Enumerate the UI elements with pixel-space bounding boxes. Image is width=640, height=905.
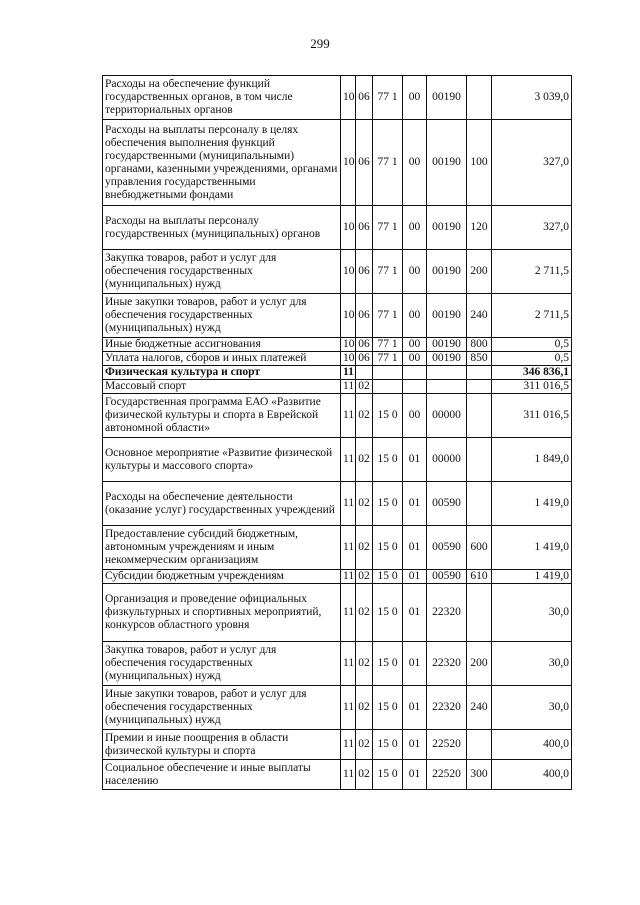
row-name: Расходы на выплаты персоналу в целях обеспечения выполнения функций государственными (муниципальными) органами, казенными учреждениями, органами управления государственными внебюджетными фондами (103, 120, 341, 206)
row-subsection: 02 (356, 730, 373, 760)
row-direction-code: 00000 (427, 394, 467, 438)
table-row (103, 730, 572, 760)
row-program-code: 15 0 (373, 584, 403, 642)
table-row (103, 250, 572, 294)
budget-table (102, 75, 572, 790)
row-event-code: 01 (403, 642, 427, 686)
table-row (103, 76, 572, 120)
table-row (103, 526, 572, 570)
row-name: Организация и проведение официальных физкультурных и спортивных мероприятий, конкурсов областного уровня (103, 584, 341, 642)
row-sum: 0,5 (492, 352, 572, 366)
row-name: Государственная программа ЕАО «Развитие физической культуры и спорта в Еврейской автономной области» (103, 394, 341, 438)
row-sum: 346 836,1 (492, 366, 572, 380)
row-section: 10 (341, 76, 356, 120)
row-expense-type (467, 584, 492, 642)
row-direction-code: 00190 (427, 120, 467, 206)
row-program-code: 15 0 (373, 482, 403, 526)
row-subsection: 02 (356, 526, 373, 570)
row-program-code: 15 0 (373, 730, 403, 760)
row-expense-type: 610 (467, 570, 492, 584)
row-section: 11 (341, 642, 356, 686)
row-program-code (373, 366, 403, 380)
row-direction-code: 00190 (427, 352, 467, 366)
row-subsection: 02 (356, 760, 373, 790)
row-section: 11 (341, 570, 356, 584)
row-section: 11 (341, 438, 356, 482)
row-expense-type (467, 394, 492, 438)
table-row (103, 642, 572, 686)
row-section: 11 (341, 584, 356, 642)
row-event-code: 01 (403, 686, 427, 730)
row-direction-code: 22320 (427, 686, 467, 730)
row-sum: 30,0 (492, 584, 572, 642)
page-number: 299 (310, 36, 330, 51)
row-direction-code: 00190 (427, 294, 467, 338)
row-program-code (373, 380, 403, 394)
row-expense-type: 200 (467, 250, 492, 294)
row-sum: 400,0 (492, 730, 572, 760)
table-row (103, 570, 572, 584)
row-expense-type: 800 (467, 338, 492, 352)
row-event-code: 01 (403, 730, 427, 760)
row-section: 10 (341, 250, 356, 294)
row-program-code: 15 0 (373, 570, 403, 584)
row-subsection: 02 (356, 570, 373, 584)
row-sum: 30,0 (492, 642, 572, 686)
row-section: 11 (341, 760, 356, 790)
row-sum: 1 419,0 (492, 570, 572, 584)
row-program-code: 77 1 (373, 120, 403, 206)
row-subsection: 06 (356, 338, 373, 352)
row-sum: 3 039,0 (492, 76, 572, 120)
table-row (103, 380, 572, 394)
row-expense-type: 120 (467, 206, 492, 250)
row-direction-code: 22320 (427, 642, 467, 686)
row-section: 11 (341, 526, 356, 570)
table-row (103, 584, 572, 642)
row-sum: 30,0 (492, 686, 572, 730)
row-expense-type: 850 (467, 352, 492, 366)
row-program-code: 77 1 (373, 206, 403, 250)
row-section: 11 (341, 730, 356, 760)
row-event-code: 01 (403, 570, 427, 584)
row-event-code: 00 (403, 120, 427, 206)
row-direction-code: 00000 (427, 438, 467, 482)
table-row (103, 120, 572, 206)
row-section: 11 (341, 366, 356, 380)
row-section: 10 (341, 352, 356, 366)
row-name: Предоставление субсидий бюджетным, автономным учреждениям и иным некоммерческим организациям (103, 526, 341, 570)
row-subsection: 06 (356, 294, 373, 338)
row-subsection: 02 (356, 686, 373, 730)
row-sum: 2 711,5 (492, 294, 572, 338)
row-sum: 1 849,0 (492, 438, 572, 482)
table-row (103, 438, 572, 482)
row-expense-type: 100 (467, 120, 492, 206)
row-name: Закупка товаров, работ и услуг для обеспечения государственных (муниципальных) нужд (103, 250, 341, 294)
row-section: 11 (341, 482, 356, 526)
row-program-code: 15 0 (373, 642, 403, 686)
row-sum: 311 016,5 (492, 394, 572, 438)
row-program-code: 77 1 (373, 294, 403, 338)
row-expense-type: 200 (467, 642, 492, 686)
row-section: 11 (341, 686, 356, 730)
row-name: Закупка товаров, работ и услуг для обеспечения государственных (муниципальных) нужд (103, 642, 341, 686)
row-name: Иные закупки товаров, работ и услуг для обеспечения государственных (муниципальных) нужд (103, 686, 341, 730)
row-sum: 1 419,0 (492, 482, 572, 526)
row-sum: 327,0 (492, 120, 572, 206)
row-subsection: 06 (356, 206, 373, 250)
row-expense-type: 600 (467, 526, 492, 570)
row-name: Иные бюджетные ассигнования (103, 338, 341, 352)
table-row-section-header (103, 366, 572, 380)
row-subsection: 02 (356, 482, 373, 526)
row-section: 11 (341, 380, 356, 394)
row-expense-type (467, 76, 492, 120)
row-expense-type (467, 438, 492, 482)
row-name: Социальное обеспечение и иные выплаты населению (103, 760, 341, 790)
row-direction-code: 22320 (427, 584, 467, 642)
row-program-code: 15 0 (373, 526, 403, 570)
row-expense-type (467, 730, 492, 760)
row-direction-code (427, 366, 467, 380)
row-name: Субсидии бюджетным учреждениям (103, 570, 341, 584)
row-expense-type (467, 380, 492, 394)
row-direction-code: 00190 (427, 76, 467, 120)
row-event-code: 01 (403, 584, 427, 642)
row-sum: 1 419,0 (492, 526, 572, 570)
row-subsection: 02 (356, 642, 373, 686)
row-sum: 2 711,5 (492, 250, 572, 294)
row-program-code: 77 1 (373, 250, 403, 294)
row-subsection: 06 (356, 250, 373, 294)
row-name: Массовый спорт (103, 380, 341, 394)
row-subsection (356, 366, 373, 380)
row-subsection: 06 (356, 352, 373, 366)
row-direction-code: 22520 (427, 760, 467, 790)
row-event-code: 01 (403, 760, 427, 790)
row-subsection: 02 (356, 394, 373, 438)
row-program-code: 15 0 (373, 686, 403, 730)
table-row (103, 294, 572, 338)
row-event-code: 01 (403, 438, 427, 482)
row-direction-code: 00590 (427, 570, 467, 584)
row-program-code: 77 1 (373, 338, 403, 352)
row-section: 10 (341, 120, 356, 206)
row-sum: 0,5 (492, 338, 572, 352)
table-row (103, 338, 572, 352)
row-section: 11 (341, 394, 356, 438)
row-subsection: 02 (356, 380, 373, 394)
row-direction-code: 22520 (427, 730, 467, 760)
row-program-code: 15 0 (373, 438, 403, 482)
row-expense-type (467, 482, 492, 526)
row-event-code: 01 (403, 482, 427, 526)
row-program-code: 15 0 (373, 394, 403, 438)
row-event-code: 01 (403, 526, 427, 570)
row-event-code (403, 366, 427, 380)
row-section: 10 (341, 206, 356, 250)
row-event-code: 00 (403, 338, 427, 352)
row-name: Расходы на обеспечение функций государственных органов, в том числе территориальных органов (103, 76, 341, 120)
row-program-code: 77 1 (373, 76, 403, 120)
table-row (103, 352, 572, 366)
table-row (103, 206, 572, 250)
row-event-code: 00 (403, 294, 427, 338)
row-subsection: 02 (356, 584, 373, 642)
row-name: Иные закупки товаров, работ и услуг для обеспечения государственных (муниципальных) нужд (103, 294, 341, 338)
row-section: 10 (341, 338, 356, 352)
row-sum: 400,0 (492, 760, 572, 790)
row-expense-type: 240 (467, 294, 492, 338)
row-name: Физическая культура и спорт (103, 366, 341, 380)
row-name: Расходы на выплаты персоналу государственных (муниципальных) органов (103, 206, 341, 250)
row-event-code: 00 (403, 250, 427, 294)
row-subsection: 06 (356, 120, 373, 206)
row-event-code (403, 380, 427, 394)
row-direction-code: 00190 (427, 206, 467, 250)
table-row (103, 686, 572, 730)
row-direction-code (427, 380, 467, 394)
row-event-code: 00 (403, 352, 427, 366)
row-program-code: 15 0 (373, 760, 403, 790)
row-expense-type: 300 (467, 760, 492, 790)
row-direction-code: 00190 (427, 338, 467, 352)
row-name: Уплата налогов, сборов и иных платежей (103, 352, 341, 366)
row-expense-type: 240 (467, 686, 492, 730)
row-subsection: 06 (356, 76, 373, 120)
row-direction-code: 00190 (427, 250, 467, 294)
row-event-code: 00 (403, 394, 427, 438)
row-expense-type (467, 366, 492, 380)
row-subsection: 02 (356, 438, 373, 482)
row-name: Премии и иные поощрения в области физической культуры и спорта (103, 730, 341, 760)
row-direction-code: 00590 (427, 482, 467, 526)
table-row (103, 394, 572, 438)
row-event-code: 00 (403, 206, 427, 250)
row-event-code: 00 (403, 76, 427, 120)
table-row (103, 482, 572, 526)
table-row (103, 760, 572, 790)
row-name: Основное мероприятие «Развитие физической культуры и массового спорта» (103, 438, 341, 482)
row-sum: 327,0 (492, 206, 572, 250)
row-section: 10 (341, 294, 356, 338)
row-program-code: 77 1 (373, 352, 403, 366)
row-sum: 311 016,5 (492, 380, 572, 394)
row-name: Расходы на обеспечение деятельности (оказание услуг) государственных учреждений (103, 482, 341, 526)
row-direction-code: 00590 (427, 526, 467, 570)
